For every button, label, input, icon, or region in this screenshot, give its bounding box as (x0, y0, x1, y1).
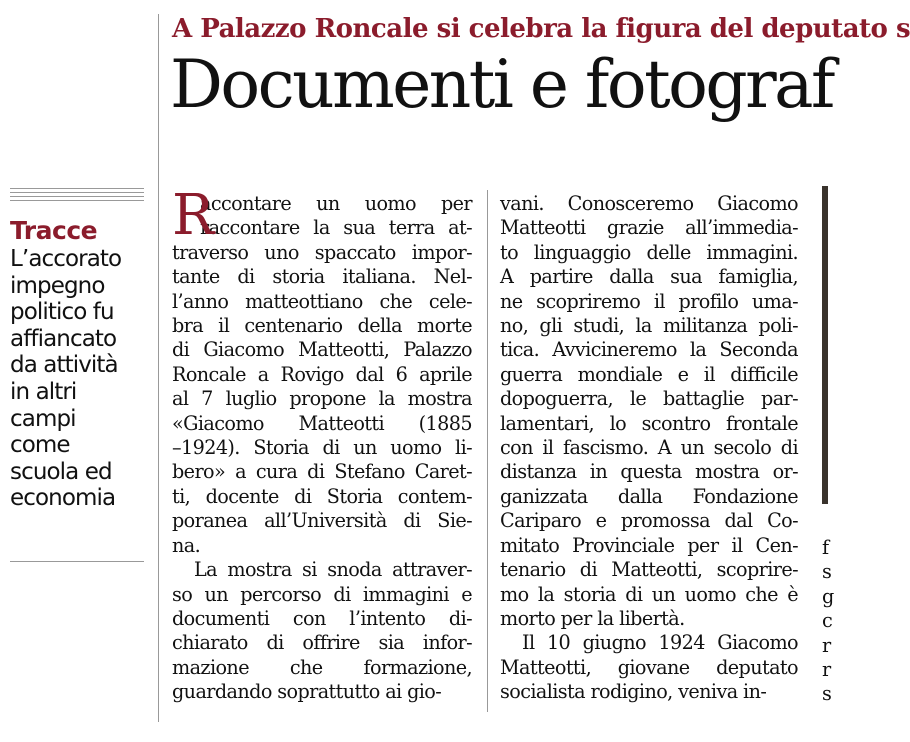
text-line: no, gli studi, la militanza poli- (500, 314, 798, 338)
text-fragment: c (822, 609, 833, 633)
text-line: Matteotti grazie all’immedia- (500, 216, 798, 240)
text-line: tenario di Matteotti, scoprire- (500, 558, 798, 582)
text-line: Cariparo e promossa dal Co- (500, 509, 798, 533)
sidebar-top-rules (10, 188, 144, 204)
text-line: dopoguerra, le battaglie par- (500, 387, 798, 411)
photo-edge (822, 186, 828, 504)
text-line: accontare un uomo per (200, 192, 472, 215)
text-line: di Giacomo Matteotti, Palazzo (172, 338, 472, 362)
text-line: –1924). Storia di un uomo li- (172, 436, 472, 460)
sidebar-body (10, 246, 150, 512)
text-line: Il 10 giugno 1924 Giacomo (522, 631, 798, 655)
sidebar-line: in altri (10, 378, 77, 405)
text-line: La mostra si snoda attraver- (194, 558, 472, 582)
text-line: guardando soprattutto ai gio- (172, 680, 442, 704)
article-column-1 (172, 183, 472, 705)
text-line: na. (172, 533, 201, 557)
text-line: ti, docente di Storia contem- (172, 484, 472, 508)
sidebar-line: impegno (10, 272, 105, 299)
text-line: Matteotti, giovane deputato (500, 655, 798, 679)
article-column-2 (500, 192, 798, 705)
text-line: guerra mondiale e il difficile (500, 362, 798, 386)
text-line: chiarato di offrire sia infor- (172, 631, 472, 655)
text-line: lamentari, lo scontro frontale (500, 411, 798, 435)
text-line: tica. Avvicineremo la Seconda (500, 338, 798, 362)
text-line: bra il centenario della morte (172, 314, 472, 338)
text-line: to linguaggio delle immagini. (500, 240, 798, 264)
sidebar-bottom-rule (10, 561, 144, 562)
sidebar-line: scuola ed (10, 458, 112, 485)
text-fragment: f (822, 536, 830, 559)
sidebar-line: affiancato (10, 325, 117, 352)
text-line: mo la storia di un uomo che è (500, 582, 798, 606)
sidebar-line: da attività (10, 352, 118, 379)
text-line: l’anno matteottiano che cele- (172, 289, 472, 313)
text-line: vani. Conosceremo Giacomo (500, 192, 798, 215)
headline: Documenti e fotograf (170, 46, 833, 123)
sidebar-line: economia (10, 485, 116, 512)
article-column-3-clipped (822, 536, 834, 707)
text-line: tante di storia italiana. Nel- (172, 265, 472, 289)
text-line: Roncale a Rovigo dal 6 aprile (172, 362, 472, 386)
text-line: con il fascismo. A un secolo di (500, 436, 798, 460)
text-fragment: s (822, 682, 832, 706)
text-line: A partire dalla sua famiglia, (500, 265, 798, 289)
text-line: ganizzata dalla Fondazione (500, 484, 798, 508)
kicker: A Palazzo Roncale si celebra la figura del deputato s (172, 14, 910, 44)
sidebar-line: campi (10, 405, 76, 432)
text-line: mitato Provinciale per il Cen- (500, 533, 798, 557)
sidebar-line: politico fu (10, 299, 114, 326)
text-line: poranea all’Università di Sie- (172, 509, 472, 533)
sidebar-line: L’accorato (10, 246, 122, 272)
column-separator (487, 190, 488, 712)
text-line: morto per la libertà. (500, 606, 685, 630)
text-line: bero» a cura di Stefano Caret- (172, 460, 472, 484)
text-line: so un percorso di immagini e (172, 582, 472, 606)
text-line: «Giacomo Matteotti (1885 (172, 411, 472, 435)
drop-cap: R (172, 183, 214, 248)
column-rule (158, 14, 159, 722)
text-line: socialista rodigino, veniva in- (500, 680, 767, 704)
text-line: mazione che formazione, (172, 655, 472, 679)
text-line: ne scopriremo il profilo uma- (500, 289, 798, 313)
sidebar-line: come (10, 432, 70, 459)
text-line: traverso uno spaccato impor- (172, 240, 472, 264)
text-fragment: r (822, 658, 832, 682)
text-line: al 7 luglio propone la mostra (172, 387, 472, 411)
text-line: documenti con l’intento di- (172, 606, 472, 630)
text-fragment: r (822, 633, 832, 657)
text-line: distanza in questa mostra or- (500, 460, 798, 484)
text-line: raccontare la sua terra at- (200, 216, 472, 240)
sidebar-title: Tracce (10, 216, 98, 245)
text-fragment: s (822, 560, 832, 584)
text-fragment: g (822, 584, 835, 608)
